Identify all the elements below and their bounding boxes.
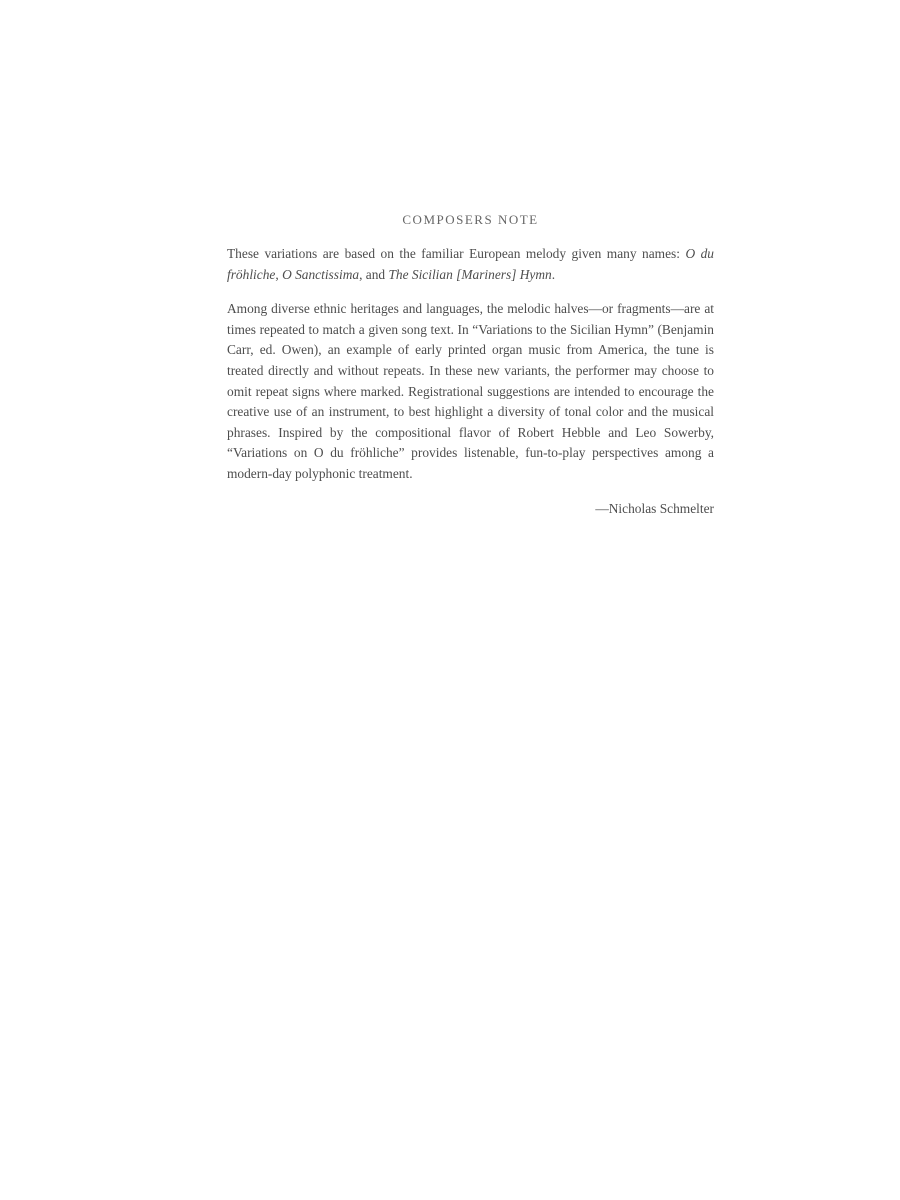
- tune-name-1: O du fröhliche: [227, 246, 714, 282]
- note-heading: COMPOSERS NOTE: [402, 212, 539, 227]
- intro-sep-1: ,: [275, 266, 283, 282]
- paragraph-intro: [227, 244, 714, 285]
- composers-note: [227, 212, 714, 519]
- intro-end: .: [551, 266, 556, 282]
- tune-name-3: The Sicilian [Mariners] Hymn: [388, 266, 552, 282]
- author-signature: —Nicholas Schmelter: [595, 500, 714, 516]
- paragraph-body: Among diverse ethnic heritages and languages, the melodic halves—or fragments—are at times repeated to match a given song text. In “Variations to the Sicilian Hymn” (Benjamin Carr, ed. Owen), an example of early printed organ music from America, the tune is treated directly and without repeats. In these new variants, the performer may choose to omit repeat signs where marked. Registrational suggestions are intended to encourage the creative use of an instrument, to best highlight a diversity of tonal color and the musical phrases. Inspired by the compositional flavor of Robert Hebble and Leo Sowerby, “Variations on O du fröhliche” provides listenable, fun-to-play perspectives among a modern-day polyphonic treatment.: [227, 301, 714, 481]
- tune-name-2: O Sanctissima: [282, 266, 360, 282]
- intro-sep-2: , and: [359, 266, 389, 282]
- intro-lead: These variations are based on the familiar European melody given many names:: [227, 246, 680, 261]
